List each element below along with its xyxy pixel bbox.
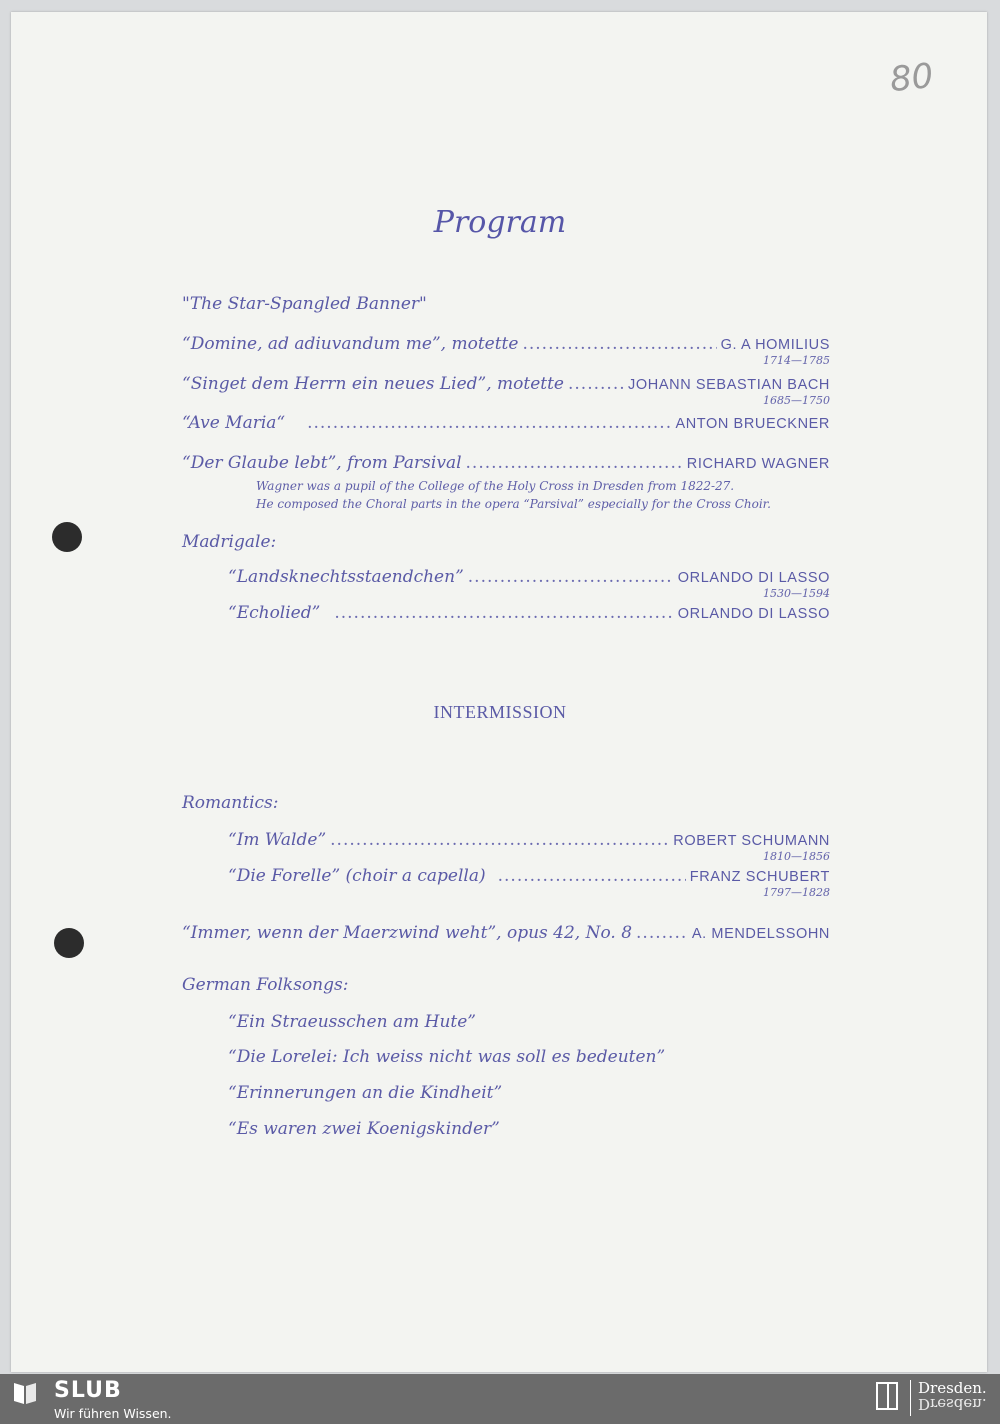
program-item-schubert xyxy=(228,866,830,886)
leader-dots xyxy=(498,866,686,886)
program-item-schumann xyxy=(228,830,830,850)
composer-name: ORLANDO DI LASSO xyxy=(677,606,830,622)
footer-bar xyxy=(0,1374,1000,1424)
folksong-item: “Es waren zwei Koenigskinder” xyxy=(228,1119,500,1139)
work-title: “Singet dem Herrn ein neues Lied”, motette xyxy=(182,374,564,394)
leader-dots xyxy=(330,830,669,850)
program-item-mendelssohn xyxy=(182,923,830,943)
work-title: “Domine, ad adiuvandum me”, motette xyxy=(182,334,519,354)
composer-name: JOHANN SEBASTIAN BACH xyxy=(628,377,830,393)
folksong-item: “Die Lorelei: Ich weiss nicht was soll es bedeuten” xyxy=(228,1047,666,1067)
wagner-note-line-1: Wagner was a pupil of the College of the Holy Cross in Dresden from 1822-27. xyxy=(256,479,735,493)
footer-tagline: Wir führen Wissen. xyxy=(54,1406,172,1421)
work-title: “Die Forelle” (choir a capella) xyxy=(228,866,486,886)
intermission-label: INTERMISSION xyxy=(433,702,567,722)
slub-logo-icon xyxy=(12,1380,38,1406)
leader-dots xyxy=(568,374,624,394)
leader-dots xyxy=(334,603,673,623)
work-title: “Echolied” xyxy=(228,603,321,623)
pencil-page-number: 80 xyxy=(888,55,936,101)
program-item-anthem xyxy=(182,294,427,314)
composer-dates: 1810—1856 xyxy=(763,850,830,863)
program-item-wagner xyxy=(182,453,830,473)
footer-brand[interactable]: SLUB xyxy=(54,1378,122,1403)
program-item-homilius xyxy=(182,334,830,354)
composer-dates: 1530—1594 xyxy=(763,587,830,600)
footer-divider xyxy=(910,1380,911,1416)
leader-dots xyxy=(466,453,683,473)
dresden-logo-reflection-icon: Dresden. xyxy=(918,1395,987,1413)
composer-name: RICHARD WAGNER xyxy=(686,456,830,472)
city-crest-icon xyxy=(876,1382,898,1410)
work-title: “Der Glaube lebt”, from Parsival xyxy=(182,453,462,473)
composer-dates: 1714—1785 xyxy=(763,354,830,367)
composer-dates: 1797—1828 xyxy=(763,886,830,899)
leader-dots xyxy=(468,567,674,587)
composer-dates: 1685—1750 xyxy=(763,394,830,407)
program-item-lasso-1 xyxy=(228,567,830,587)
leader-dots xyxy=(636,923,688,943)
composer-name: G. A HOMILIUS xyxy=(720,337,830,353)
dresden-logo-text: Dresden. xyxy=(918,1379,987,1397)
work-title: “Immer, wenn der Maerzwind weht”, opus 42, No. 8 xyxy=(182,923,633,943)
leader-dots xyxy=(307,413,671,433)
page-title: Program xyxy=(433,205,567,240)
work-title: "The Star-Spangled Banner" xyxy=(182,294,427,314)
section-heading-folksongs: German Folksongs: xyxy=(182,975,349,995)
work-title: “Im Walde” xyxy=(228,830,327,850)
punch-hole-top xyxy=(52,522,82,552)
folksong-item: “Erinnerungen an die Kindheit” xyxy=(228,1083,503,1103)
composer-name: ROBERT SCHUMANN xyxy=(673,833,830,849)
wagner-note-line-2: He composed the Choral parts in the opera “Parsival” especially for the Cross Choir. xyxy=(256,497,771,511)
dresden-logo[interactable] xyxy=(918,1380,987,1412)
section-heading-romantics: Romantics: xyxy=(182,793,279,813)
work-title: “Ave Maria“ xyxy=(182,413,286,433)
program-item-bach xyxy=(182,374,830,394)
work-title: “Landsknechtsstaendchen” xyxy=(228,567,464,587)
program-item-lasso-2 xyxy=(228,603,830,623)
composer-name: FRANZ SCHUBERT xyxy=(689,869,830,885)
leader-dots xyxy=(522,334,716,354)
punch-hole-bottom xyxy=(54,928,84,958)
composer-name: ORLANDO DI LASSO xyxy=(677,570,830,586)
composer-name: A. MENDELSSOHN xyxy=(691,926,830,942)
program-item-brueckner xyxy=(182,413,830,433)
folksong-item: “Ein Straeusschen am Hute” xyxy=(228,1012,476,1032)
section-heading-madrigale: Madrigale: xyxy=(182,532,277,552)
composer-name: ANTON BRUECKNER xyxy=(675,416,830,432)
